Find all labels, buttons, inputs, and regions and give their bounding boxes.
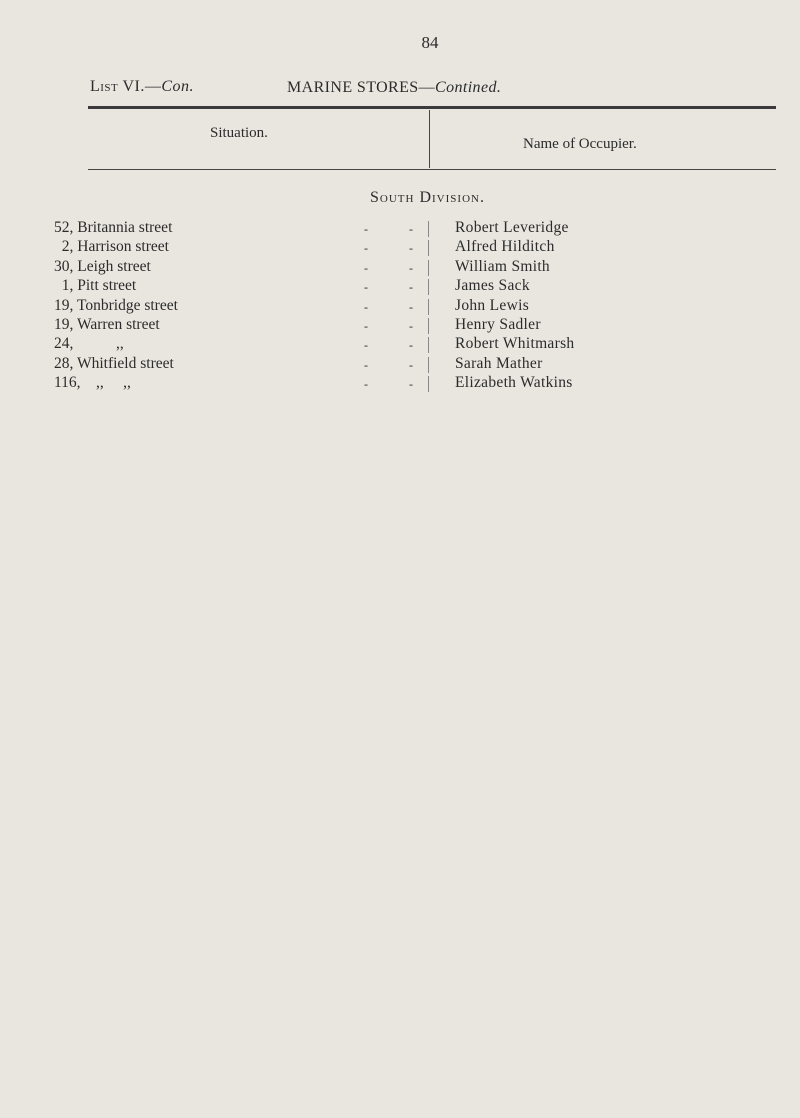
- leader-dash: -: [409, 260, 413, 275]
- column-divider: [428, 357, 429, 373]
- leader-dash: -: [364, 357, 368, 372]
- header-occupier: Name of Occupier.: [523, 136, 637, 152]
- leader-dash: -: [364, 318, 368, 333]
- column-divider: [428, 337, 429, 353]
- situation-cell: 2, Harrison street: [54, 238, 169, 256]
- table-row: [0, 238, 800, 257]
- top-rule: [88, 106, 776, 109]
- table-row: [0, 277, 800, 296]
- leader-dash: -: [364, 260, 368, 275]
- leader-dash: -: [409, 241, 413, 256]
- page-title-continued: Contined.: [435, 79, 502, 96]
- situation-cell: 52, Britannia street: [54, 219, 173, 236]
- column-divider: [428, 279, 429, 295]
- list-label-continued: Con.: [161, 78, 195, 95]
- table-row: [0, 335, 800, 354]
- occupier-cell: James Sack: [455, 277, 530, 295]
- column-divider: [428, 376, 429, 392]
- leader-dash: -: [409, 280, 413, 295]
- situation-cell: 19, Warren street: [54, 315, 160, 333]
- situation-cell: 24, ,,: [54, 335, 124, 353]
- leader-dash: -: [364, 338, 368, 353]
- page-title-text: MARINE STORES—: [287, 79, 435, 96]
- leader-dash: -: [364, 241, 368, 256]
- occupier-cell: William Smith: [455, 257, 550, 275]
- column-divider: [428, 299, 429, 315]
- occupier-cell: Alfred Hilditch: [455, 238, 555, 256]
- occupier-cell: Elizabeth Watkins: [455, 374, 573, 392]
- header-column-divider: [429, 110, 430, 168]
- table-body: [0, 219, 800, 394]
- situation-cell: 1, Pitt street: [54, 277, 137, 295]
- leader-dash: -: [364, 377, 368, 392]
- situation-cell: 116, ,, ,,: [54, 374, 131, 392]
- occupier-cell: Henry Sadler: [455, 315, 541, 333]
- leader-dash: -: [364, 222, 368, 236]
- leader-dash: -: [364, 299, 368, 314]
- column-divider: [428, 221, 429, 237]
- list-label-text: List VI.—: [90, 78, 162, 95]
- table-row: [0, 297, 800, 316]
- column-divider: [428, 318, 429, 334]
- occupier-cell: Sarah Mather: [455, 354, 543, 372]
- leader-dash: -: [409, 318, 413, 333]
- table-row: [0, 258, 800, 277]
- table-row: [0, 355, 800, 374]
- header-bottom-rule: [88, 169, 776, 170]
- header-situation: Situation.: [210, 125, 268, 141]
- column-divider: [428, 240, 429, 256]
- page-title: [287, 79, 501, 97]
- table-row: [0, 219, 800, 238]
- leader-dash: -: [364, 280, 368, 295]
- situation-cell: 19, Tonbridge street: [54, 296, 178, 314]
- leader-dash: -: [409, 357, 413, 372]
- list-label: [90, 78, 194, 96]
- situation-cell: 28, Whitfield street: [54, 354, 174, 372]
- leader-dash: -: [409, 338, 413, 353]
- table-row: [0, 316, 800, 335]
- division-heading: South Division.: [370, 189, 485, 206]
- situation-cell: 30, Leigh street: [54, 257, 151, 275]
- leader-dash: -: [409, 222, 413, 236]
- leader-dash: -: [409, 377, 413, 392]
- table-row: [0, 374, 800, 393]
- column-divider: [428, 260, 429, 276]
- occupier-cell: Robert Whitmarsh: [455, 335, 575, 353]
- page-number: 84: [421, 33, 439, 52]
- leader-dash: -: [409, 299, 413, 314]
- occupier-cell: Robert Leveridge: [455, 219, 569, 236]
- occupier-cell: John Lewis: [455, 296, 530, 314]
